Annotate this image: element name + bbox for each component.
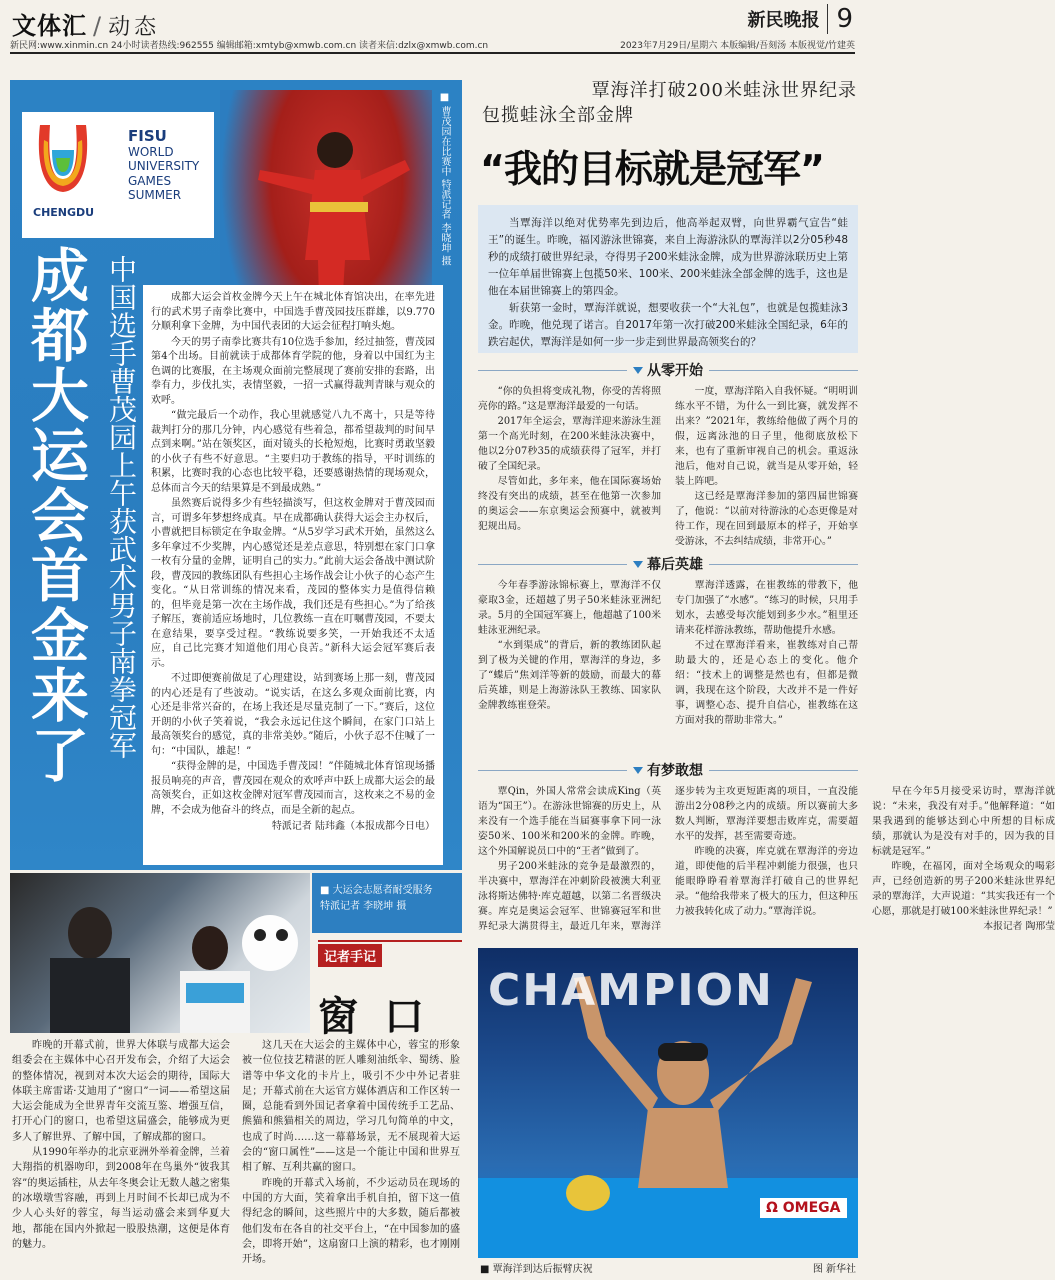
- article-byline: 特派记者 陆玮鑫（本报成都今日电）: [271, 821, 435, 832]
- omega-brand: Ω OMEGA: [760, 1198, 847, 1218]
- lead-paragraph: 当覃海洋以绝对优势率先到边后，他高举起双臂，向世界霸气宣告“蛙王”的诞生。昨晚，福冈游泳世锦赛，来自上海游泳队的覃海洋以2分05秒48秒的成绩打破世界纪录，夺得男子200米蛙泳金牌，成为世界游泳联历史上第一位年单届世锦赛上包揽50米、100米、200米蛙泳全部金牌的选手，这也是他在本届世锦赛上的第四金。: [488, 217, 848, 297]
- pretitle-line1: 覃海洋打破200米蛙泳世界纪录: [591, 80, 857, 101]
- info-bar: [10, 38, 855, 54]
- triangle-icon: [633, 767, 643, 774]
- swimmer-credit: 图 新华社: [812, 1264, 856, 1275]
- section-paragraph: 今年春季游泳锦标赛上，覃海洋不仅豪取3金，还超越了男子50米蛙泳亚洲纪录。5月的全国冠军赛上，他超越了100米蛙泳亚洲纪录。: [478, 580, 661, 636]
- section-title: 有梦敢想: [647, 763, 703, 779]
- section-title: 幕后英雄: [647, 557, 703, 573]
- info-date-editor: 2023年7月29日/星期六 本版编辑/吾刻汤 本版视觉/竹建英: [620, 41, 855, 51]
- column-tag-label: 记者手记: [318, 944, 382, 967]
- athlete-photo-caption: ■ 曹茂园在比赛中 特派记者 李晓坤 摄: [439, 92, 450, 266]
- champion-banner: CHAMPION: [488, 965, 774, 1016]
- section-paragraph: 早在今年5月接受采访时，覃海洋就说：“未来，我没有对手。”他解释道：“如果我遇到的能够达到心中所想的目标成绩，那就认为是没有对手的，因为我的目标就是冠军。”: [872, 786, 1055, 857]
- logo-city: CHENGDU: [33, 206, 95, 219]
- section-title: 从零开始: [647, 363, 703, 379]
- fisu-line1: WORLD: [128, 145, 174, 159]
- column-title: 窗口: [318, 994, 450, 1040]
- volunteer-caption: ■ 大运会志愿者耐受服务: [320, 885, 433, 896]
- section-paragraph: 2017年全运会，覃海洋迎来游泳生涯第一个高光时刻，在200米蛙泳决赛中，他以2分07秒35的成绩获得了冠军，并打破了全国纪录。: [478, 416, 661, 472]
- article-paragraph: 不过即便赛前做足了心理建设，站到赛场上那一刻，曹茂园的内心还是有了些波动。“说实话，在这么多观众面前比赛，内心还是非常兴奋的，在场上我还是尽量克制了一下。”赛后，这位开朗的小伙子笑着说，“我会永远记住这个瞬间，在家门口站上最高领奖台的感觉，真的非常美妙。”随后，小伙子忍不住喊了一句：“中国队，雄起！”: [151, 673, 435, 757]
- triangle-icon: [633, 561, 643, 568]
- volunteer-photo: [10, 873, 310, 1033]
- fisu-org: FISU: [128, 127, 167, 145]
- column-tag: [318, 940, 462, 968]
- section-body-heroes: [478, 578, 858, 746]
- section-header-dream: [478, 758, 858, 782]
- section-name: 文体汇: [12, 12, 87, 40]
- section-paragraph: “你的负担将变成礼物，你受的苦将照亮你的路。”这是覃海洋最爱的一句话。: [478, 386, 661, 412]
- column-paragraph: 从1990年举办的北京亚洲外举着金牌，兰着大翔指的机器吻印，到2008年在鸟巢外“彼我其容”的奥运插柱，从去年冬奥会让无数人越之密集的冰墩墩雪容融，再到上月时间不长却已成为不少人心头好的蓉宝，每当运动盛会来到华夏大地，都能在国内外掀起一股股热潮，这便是体育的魅力。: [12, 1147, 230, 1250]
- article-paragraph: 虽然赛后说得多少有些轻描淡写，但这枚金牌对于曹茂园而言，可谓多年梦想终成真。早在成都确认获得大运会主办权后，小曹就把目标锁定在争取金牌。“从5岁学习武术开始，虽然这么多年拿过不少奖牌，内心感觉还是差点意思，特别想在家门口拿一枚有分量的金牌，证明自己的实力。”此前大运会备战中测试阶段，曹茂园的教练团队有些担心主场作战会让小伙子的心态产生变化。“从日常训练的情况来看，茂园的整体实力是值得信赖的，但毕竟是第一次在主场作战，我们还是有些担心。”为了给孩子解压，赛前适应场地时，几位教练一直在叮嘱曹茂园，不要太在意结果，要享受过程。“教练说要多笑，一开始我还不太适应，自己比完赛才知道他们用心良苦。”新科大运会冠军赛后表示。: [151, 498, 435, 669]
- right-lead-box: [478, 205, 858, 353]
- column-paragraph: 昨晚的开幕式前，世界大体联与成都大运会组委会在主媒体中心召开发布会，介绍了大运会的整体情况，视到对本次大运会的期待，国际大体联主席雷诺·艾迪用了“窗口”一词——希望这届大运会能成为全世界青年交流互鉴、增强互信，打开心门的窗口，也希望这届盛会，能够成为更多人了解世界、了解中国，了解成都的窗口。: [12, 1040, 230, 1143]
- masthead-section: 文体汇 / 动态: [12, 12, 161, 40]
- right-pretitle: [482, 78, 857, 128]
- column-body: [12, 1038, 460, 1274]
- article-paragraph: “做完最后一个动作，我心里就感觉八九不离十，只是等待裁判打分的那几分钟，内心感觉有些着急，都希望裁判的时间早点到来啊。”站在领奖区，面对镜头的长枪短炮，比赛时勇敢坚毅的小伙子有些不好意思。“主要归功于教练的指导，平时训练的积累，比赛时我的心态也比较平稳，还要感谢热情的现场观众，总体而言今天的结果算是不到最成熟。”: [151, 410, 435, 494]
- section-paragraph: “水到渠成”的背后，新的教练团队起到了极为关键的作用，覃海洋的身边，多了“蝶后”焦刘洋等新的鼓励，而最大的幕后英雄，则是上海游泳队王教练、国家队金牌教练崔登荣。: [478, 640, 661, 711]
- section-paragraph: 昨晚，在福冈，面对全场观众的喝彩声，已经创造新的男子200米蛙泳世界纪录的覃海洋，大声说道：“其实我还有一个心愿，那就是打破100米蛙泳世界纪录！”: [872, 861, 1055, 917]
- page-number: 9: [827, 4, 853, 34]
- volunteer-credit: 特派记者 李晓坤 摄: [320, 901, 407, 912]
- info-contact: 新民网:www.xinmin.cn 24小时读者热线:962555 编辑邮箱:xmtyb@xmwb.com.cn 读者来信:dzlx@xmwb.com.cn: [10, 41, 489, 51]
- column-paragraph: 这几天在大运会的主媒体中心，蓉宝的形象被一位位技艺精湛的匠人雕刻油纸伞、蜀绣、脸谱等中华文化的卡片上，吸引不少中外记者驻足；开幕式前在大运官方媒体酒店和工作区转一圈，总能看到外国记者拿着中国传统手工艺品、熊猫和熊猫相关的周边，学习几句简单的中文，也成了时尚……这一幕幕场景，无不展现着大运会的“窗口属性”——这是一个能让中国和世界互相了解、互利共赢的窗口。: [242, 1040, 460, 1174]
- article-paragraph: 今天的男子南拳比赛共有10位选手参加，经过抽签，曹茂园第4个出场。目前就读于成都体育学院的他，身着以中国红为主色调的比赛服，在主场观众面前完整展现了赛前安排的套路，出拳有力，步伐扎实，表情坚毅，一招一式赢得裁判青睐与观众的欢呼。: [151, 336, 435, 406]
- section-header-start: [478, 358, 858, 382]
- fisu-line2: UNIVERSITY: [128, 159, 200, 174]
- section-paragraph: 覃海洋透露，在崔教练的带教下，他专门加强了“水感”。“练习的时候，只用手划水，去感受每次能划到多少水。”租里还请来花样游泳教练，帮助他提升水感。: [675, 580, 858, 636]
- right-headline: “我的目标就是冠军”: [480, 147, 824, 191]
- fisu-logo-text: [128, 127, 199, 203]
- swimmer-caption-row: [480, 1260, 856, 1275]
- fisu-line3: GAMES: [128, 173, 172, 188]
- swimmer-caption: ■ 覃海洋到达后振臂庆祝: [480, 1264, 593, 1275]
- article-paragraph: “获得金牌的是，中国选手曹茂园！”伴随城北体育馆现场播报员响亮的声音，曹茂园在观众的欢呼声中跃上成都大运会的最高领奖台，正如这枚金牌对冠军曹茂园而言，这枚来之不易的金牌，不会成为他奋斗的终点，而是全新的起点。: [151, 761, 435, 816]
- fisu-line4: SUMMER: [128, 188, 182, 203]
- triangle-icon: [633, 367, 643, 374]
- section-paragraph: 男子200米蛙泳的竞争是最激烈的，半决赛中，覃海洋在冲刺阶段被澳大利亚泳将斯达佛特·库克超越，以第二名晋级决赛。库克是奥运会冠军、世锦赛冠军和世界纪录大满贯得主，最近几年来，覃海洋逐步转为主攻更短距离的项目，一直没能游出2分08秒之内的成绩。所以赛前大多数人判断，覃海洋要想击败库克，需要超水平的发挥，甚至需要奇迹。: [478, 786, 858, 932]
- feature-headline: 成都大运会首金来了: [21, 245, 89, 785]
- feature-subhead: 中国选手曹茂园上午获武术男子南拳冠军: [105, 255, 138, 759]
- section-paragraph: 昨晚的决赛，库克就在覃海洋的旁边道，即使他的后半程冲刺能力很强，也只能眼睁睁看着覃海洋打破自己的世界纪录。“他给我带来了极大的压力，但这种压力被我转化成了动力。”覃海洋说。: [675, 846, 858, 917]
- section-paragraph: 这已经是覃海洋参加的第四届世锦赛了，他说：“以前对待游泳的心态更像是对待工作，现在回到最原本的样子，开始享受游泳，不去纠结成绩，非常开心。”: [675, 491, 858, 547]
- section-paragraph: 覃Qin，外国人常常会读成King（英语为“国王”）。在游泳世锦赛的历史上，从来没有一个选手能在当届赛事拿下同一泳姿50米、100米和200米的金牌。昨晚，这个外国解说员口中的“王者”做到了。: [478, 786, 661, 857]
- paper-name: 新民晚报: [747, 10, 820, 31]
- section-byline: 本报记者 陶邢莹: [983, 921, 1055, 932]
- article-paragraph: 成都大运会首枚金牌今天上午在城北体育馆决出，在率先进行的武术男子南拳比赛中，中国选手曹茂园技压群雄，以9.770分顺利拿下金牌，为中国代表团的大运会征程打响头炮。: [151, 292, 435, 332]
- column-paragraph: 昨晚的开幕式入场前，不少运动员在现场的中国的方大面，笑着拿出手机自拍，留下这一值得纪念的瞬间，这些照片中的大多数，随后都被他们发布在各自的社交平台上，“在中国参加的盛会，即将开始”，这扇窗口上演的精彩，也才刚刚开场。: [242, 1177, 460, 1266]
- pretitle-line2: 包揽蛙泳全部金牌: [482, 105, 634, 126]
- section-paragraph: 不过在覃海洋看来，崔教练对自己帮助最大的，还是心态上的变化。他介绍：“技术上的调整是然也有，但都是微调，我现在这个阶段，大改并不是一件好事，调整心态、提升自信心，崔教练在这方面对我的帮助非常大。”: [675, 640, 858, 726]
- chengdu-logo-icon: [32, 120, 94, 200]
- section-body-dream: [478, 784, 1055, 944]
- volunteer-caption-box: [312, 873, 462, 933]
- feature-article-body: [143, 285, 443, 865]
- masthead-paper: [747, 4, 853, 34]
- lead-paragraph: 斩获第一金时，覃海洋就说，想要收获一个“大礼包”，也就是包揽蛙泳3金。昨晚，他兑现了诺言。自2017年第一次打破200米蛙泳全国纪录，6年的跌宕起伏，覃海洋是如何一步一步走到世界最高领奖台的？: [488, 302, 848, 348]
- section-body-start: [478, 384, 858, 554]
- section-paragraph: 一度，覃海洋陷入自我怀疑。“明明训练水平不错，为什么一到比赛，就发挥不出来？”2021年，教练给他做了两个月的假，远离泳池的日子里，他彻底放松下来，也有了重新审视自己的机会。重返泳池后，他对自己说，就当是从零开始，轻装上阵吧。: [675, 386, 858, 487]
- subsection-name: 动态: [108, 15, 161, 40]
- section-header-heroes: [478, 552, 858, 576]
- section-paragraph: 尽管如此，多年来，他在国际赛场始终没有突出的成绩，甚至在他第一次参加的奥运会——东京奥运会预赛中，就被判犯规出局。: [478, 476, 661, 532]
